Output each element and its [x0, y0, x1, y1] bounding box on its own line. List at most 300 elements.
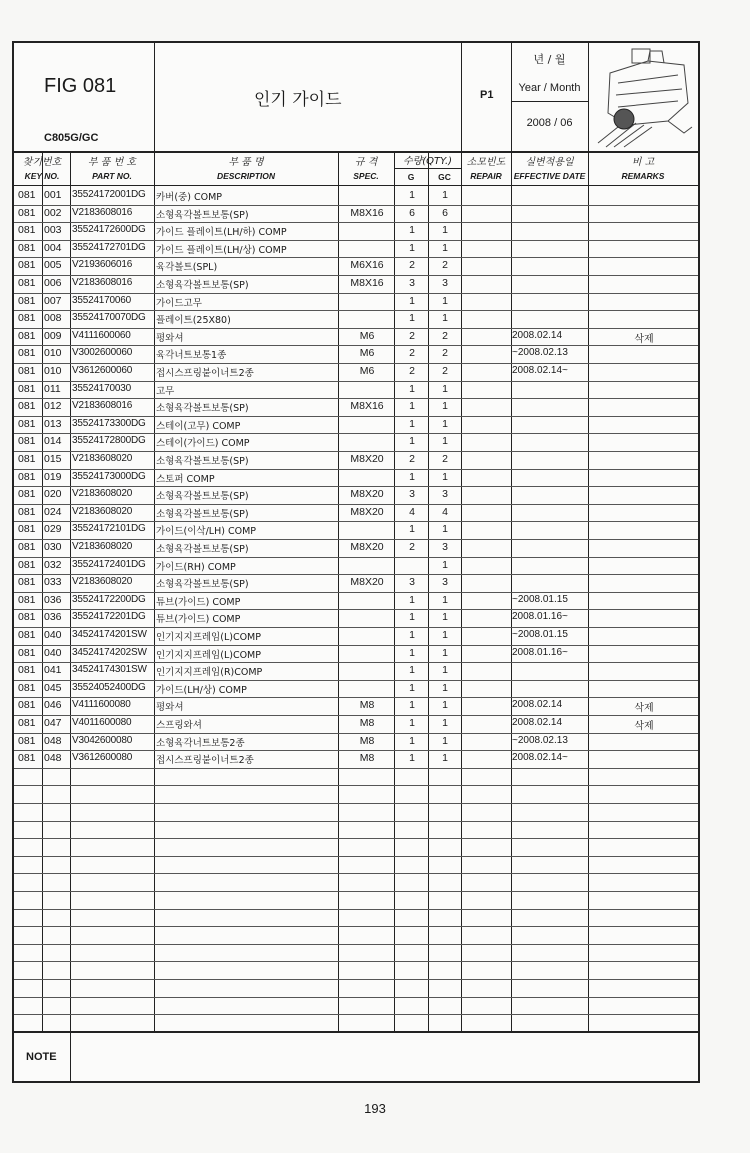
part-number: V3042600080 [72, 734, 133, 746]
effective-date: 2008.02.14~ [512, 752, 568, 764]
qty-gc: 2 [442, 453, 448, 465]
part-number: 35524052400DG [72, 681, 146, 693]
table-row [14, 310, 698, 329]
qty-gc: 2 [442, 347, 448, 360]
key-no-item: 005 [44, 259, 62, 272]
part-description: 인기지지프레임(L)COMP [156, 649, 261, 661]
table-row [14, 222, 698, 241]
key-no-group: 081 [18, 294, 36, 307]
part-description: 튜브(가이드) COMP [156, 614, 241, 626]
effective-date: ~2008.02.13 [512, 734, 568, 746]
parts-table [14, 151, 698, 1031]
combine-harvester-illustration [588, 43, 698, 151]
key-no-group: 081 [18, 646, 36, 659]
part-number: V2183608016 [72, 400, 133, 412]
table-row [14, 785, 698, 804]
qty-gc: 2 [442, 259, 448, 272]
qty-g: 1 [409, 752, 415, 765]
qty-g: 1 [409, 523, 415, 536]
part-number: 35524170070DG [72, 312, 146, 324]
key-no-item: 009 [44, 329, 62, 342]
qty-gc: 1 [442, 734, 448, 747]
key-no-group: 081 [18, 664, 36, 677]
part-description: 가이드(LH/상) COMP [156, 684, 247, 696]
key-no-item: 008 [44, 312, 62, 325]
key-no-item: 030 [44, 541, 62, 553]
key-no-group: 081 [18, 400, 36, 413]
key-no-item: 036 [44, 611, 62, 624]
key-no-item: 032 [44, 558, 62, 571]
part-number: 35524172200DG [72, 593, 146, 605]
remarks-header: 비 고 REMARKS [621, 157, 665, 181]
table-row [14, 821, 698, 840]
part-number: 35524172800DG [72, 435, 146, 447]
spec: M6 [359, 365, 375, 377]
key-no-group: 081 [18, 259, 36, 272]
part-description: 튜브(가이드) COMP [156, 596, 241, 608]
figure-title-block [14, 43, 154, 151]
effective-date: 2008.02.14 [512, 717, 563, 728]
table-row [14, 768, 698, 787]
key-no-item: 010 [44, 347, 62, 360]
spec: M8X20 [350, 453, 384, 465]
key-no-item: 014 [44, 435, 62, 448]
key-no-group: 081 [18, 189, 36, 201]
note-section [14, 1031, 698, 1083]
spec: M8 [359, 699, 375, 712]
effective-date: ~2008.02.13 [512, 347, 568, 359]
qty-gc: 1 [442, 593, 448, 606]
key-no-group: 081 [18, 470, 36, 483]
part-number: V3612600080 [72, 752, 133, 764]
harvester-icon [588, 43, 698, 151]
key-no-group: 081 [18, 435, 36, 448]
part-description: 접시스프링붙이너트2종 [156, 368, 254, 379]
qty-gc: 1 [442, 558, 448, 571]
table-row [14, 521, 698, 540]
effective-date: 2008.01.16~ [512, 646, 568, 658]
part-description: 접시스프링붙이너트2종 [156, 755, 254, 767]
qty-gc: 1 [442, 717, 448, 729]
key-no-group: 081 [18, 752, 36, 765]
qty-g: 1 [409, 629, 415, 641]
qty-gc-header: GC [428, 168, 461, 186]
table-row [14, 979, 698, 998]
table-row [14, 909, 698, 928]
part-description: 스테이(가이드) COMP [156, 438, 250, 450]
effective-date: 2008.02.14 [512, 699, 563, 711]
part-number: V2193606016 [72, 259, 133, 271]
effective-date: ~2008.01.15 [512, 593, 568, 605]
part-number: 35524170060 [72, 294, 131, 306]
key-no-header: 찾기번호 KEY NO. [22, 157, 62, 181]
qty-g: 6 [409, 206, 415, 219]
qty-g: 1 [409, 435, 415, 448]
spec-header: 규 격 SPEC. [353, 157, 379, 181]
key-no-group: 081 [18, 329, 36, 342]
key-no-item: 045 [44, 681, 62, 694]
spec: M8X20 [350, 505, 384, 518]
table-row [14, 592, 698, 611]
qty-gc: 4 [442, 505, 448, 518]
part-number: 35524173300DG [72, 417, 146, 429]
key-no-item: 036 [44, 593, 62, 606]
part-description: 소형육각볼트보통(SP) [156, 209, 249, 221]
qty-header: 수량(QTY.) [402, 156, 453, 167]
part-description: 스토퍼 COMP [156, 473, 215, 485]
key-no-group: 081 [18, 224, 36, 237]
key-no-item: 046 [44, 699, 62, 712]
key-no-item: 015 [44, 453, 62, 465]
table-row [14, 381, 698, 400]
key-no-item: 011 [44, 382, 61, 395]
qty-g: 1 [409, 734, 415, 747]
table-row [14, 293, 698, 312]
part-number: 34524174201SW [72, 629, 147, 640]
table-row [14, 645, 698, 664]
qty-gc: 1 [442, 224, 448, 237]
part-number: V2183608020 [72, 505, 133, 517]
key-no-group: 081 [18, 734, 36, 747]
part-number: 35524170030 [72, 382, 131, 394]
part-number: 34524174301SW [72, 664, 147, 676]
qty-g: 1 [409, 189, 415, 201]
table-row [14, 345, 698, 364]
table-row [14, 997, 698, 1016]
qty-g: 1 [409, 681, 415, 694]
key-no-item: 006 [44, 277, 62, 289]
part-description: 인기지지프레임(R)COMP [156, 667, 263, 679]
qty-g: 1 [409, 224, 415, 237]
qty-g: 1 [409, 470, 415, 483]
qty-gc: 1 [442, 400, 448, 413]
part-number: V2183608020 [72, 541, 133, 552]
qty-g: 1 [409, 312, 415, 325]
qty-gc: 1 [442, 417, 448, 430]
part-description: 고무 [156, 385, 175, 397]
qty-gc: 1 [442, 681, 448, 694]
part-description: 스프링와셔 [156, 720, 202, 731]
key-no-group: 081 [18, 505, 36, 518]
qty-gc: 1 [442, 611, 448, 624]
qty-g: 1 [409, 664, 415, 677]
qty-gc: 3 [442, 541, 448, 553]
part-description: 스테이(고무) COMP [156, 420, 241, 432]
effective-date: ~2008.01.15 [512, 629, 568, 640]
key-no-group: 081 [18, 681, 36, 694]
table-row [14, 733, 698, 752]
key-no-item: 024 [44, 505, 62, 518]
part-description: 소형육각볼트보통(SP) [156, 456, 249, 467]
table-row [14, 328, 698, 347]
spec: M8X20 [350, 576, 384, 589]
table-row [14, 451, 698, 470]
key-no-group: 081 [18, 417, 36, 430]
table-row [14, 750, 698, 769]
part-number: 35524172401DG [72, 558, 146, 570]
qty-gc: 1 [442, 752, 448, 765]
qty-gc: 1 [442, 664, 448, 677]
year-month-value: 2008 / 06 [526, 117, 573, 129]
part-number: V2183608020 [72, 453, 133, 464]
table-row [14, 838, 698, 857]
table-row [14, 1014, 698, 1033]
figure-number: FIG 081 [44, 75, 117, 97]
part-number: V4011600080 [72, 717, 132, 728]
page-label-block [461, 43, 511, 151]
effective-date-header: 실변적용일 EFFECTIVE DATE [513, 157, 586, 181]
key-no-group: 081 [18, 277, 36, 289]
qty-g: 2 [409, 365, 415, 377]
spec: M8X20 [350, 488, 384, 501]
key-no-item: 040 [44, 629, 62, 641]
spec: M8X16 [350, 400, 384, 413]
part-number: 34524174202SW [72, 646, 147, 658]
table-row [14, 680, 698, 699]
qty-g: 2 [409, 259, 415, 272]
table-row [14, 715, 698, 734]
part-number: V4111600080 [72, 699, 131, 711]
part-description: 가이드(이삭/LH) COMP [156, 526, 256, 538]
qty-gc: 1 [442, 470, 448, 483]
qty-g-header: G [394, 168, 428, 186]
part-description: 소형육각너트보통2종 [156, 737, 245, 749]
part-description: 플레이트(25X80) [156, 315, 231, 327]
part-description: 카버(중) COMP [156, 192, 222, 203]
table-row [14, 891, 698, 910]
table-row [14, 961, 698, 980]
key-no-group: 081 [18, 206, 36, 219]
assembly-title: 인기 가이드 [254, 90, 342, 110]
table-row [14, 486, 698, 505]
qty-gc: 1 [442, 241, 448, 254]
qty-gc: 1 [442, 523, 448, 536]
page-number: 193 [364, 1101, 386, 1116]
effective-date: 2008.02.14~ [512, 365, 568, 376]
qty-gc: 1 [442, 699, 448, 712]
key-no-item: 048 [44, 734, 62, 747]
remarks: 삭제 [634, 721, 654, 732]
qty-g: 1 [409, 593, 415, 606]
qty-gc: 1 [442, 312, 448, 325]
table-row [14, 504, 698, 523]
key-no-item: 040 [44, 646, 62, 659]
table-row [14, 856, 698, 875]
qty-gc: 3 [442, 576, 448, 589]
key-no-group: 081 [18, 717, 36, 729]
qty-gc: 2 [442, 329, 448, 342]
remarks: 삭제 [634, 703, 654, 715]
model-code: C805G/GC [44, 132, 99, 144]
table-row [14, 574, 698, 593]
key-no-group: 081 [18, 523, 36, 536]
part-description: 가이드(RH) COMP [156, 561, 236, 573]
part-number: 35524172701DG [72, 241, 146, 253]
description-header: 부 품 명 DESCRIPTION [216, 157, 276, 181]
key-no-group: 081 [18, 365, 36, 377]
qty-g: 3 [409, 576, 415, 589]
key-no-item: 029 [44, 523, 62, 536]
key-no-item: 033 [44, 576, 62, 589]
spec: M6X16 [350, 259, 384, 272]
year-month-en-label: Year / Month [518, 82, 581, 94]
key-no-item: 041 [44, 664, 62, 677]
table-row [14, 697, 698, 716]
qty-g: 1 [409, 294, 415, 307]
table-row [14, 557, 698, 576]
part-number: V2183608016 [72, 277, 133, 288]
part-description: 평와셔 [156, 332, 184, 344]
key-no-item: 004 [44, 241, 62, 254]
spec: M6 [359, 329, 375, 342]
key-no-group: 081 [18, 312, 36, 325]
parts-sheet [12, 41, 700, 1083]
key-no-item: 001 [44, 189, 62, 201]
spec: M8 [359, 717, 375, 729]
year-month-block [511, 43, 588, 151]
table-row [14, 363, 698, 382]
note-label: NOTE [26, 1051, 57, 1063]
key-no-group: 081 [18, 541, 36, 553]
part-number: 35524173000DG [72, 470, 146, 482]
table-row [14, 926, 698, 945]
key-no-item: 048 [44, 752, 62, 765]
part-number: 35524172001DG [72, 189, 146, 200]
year-month-ko-label: 년 / 월 [533, 53, 566, 66]
qty-g: 2 [409, 541, 415, 553]
qty-g: 1 [409, 717, 415, 729]
part-description: 소형육각볼트보통(SP) [156, 491, 249, 503]
part-number: V2183608020 [72, 576, 133, 588]
table-row [14, 469, 698, 488]
key-no-group: 081 [18, 382, 36, 395]
qty-gc: 1 [442, 435, 448, 448]
part-description: 소형육각볼트보통(SP) [156, 579, 249, 591]
table-row [14, 944, 698, 963]
qty-gc: 1 [442, 629, 448, 641]
table-row [14, 873, 698, 892]
qty-gc: 1 [442, 189, 448, 201]
part-description: 가이드 플레이트(LH/하) COMP [156, 227, 287, 239]
qty-g: 3 [409, 488, 415, 501]
qty-g: 1 [409, 611, 415, 624]
key-no-item: 002 [44, 206, 62, 219]
table-row [14, 240, 698, 259]
sheet-header [14, 43, 698, 153]
key-no-item: 003 [44, 224, 62, 237]
key-no-group: 081 [18, 558, 36, 571]
qty-g: 4 [409, 505, 415, 518]
key-no-item: 047 [44, 717, 62, 729]
part-number: V3002600060 [72, 347, 133, 359]
key-no-group: 081 [18, 611, 36, 624]
qty-gc: 2 [442, 365, 448, 377]
qty-g: 1 [409, 646, 415, 659]
qty-g: 2 [409, 329, 415, 342]
spec: M8X16 [350, 206, 384, 219]
part-number: 35524172101DG [72, 523, 146, 535]
repair-header: 소모빈도 REPAIR [466, 157, 506, 181]
qty-g: 1 [409, 382, 415, 395]
part-number: 35524172201DG [72, 611, 146, 623]
part-number: V2183608020 [72, 488, 133, 500]
part-number: 35524172600DG [72, 224, 146, 236]
remarks: 삭제 [634, 333, 654, 345]
key-no-item: 010 [44, 365, 62, 377]
table-header [14, 151, 698, 186]
part-description: 소형육각볼트보통(SP) [156, 508, 249, 520]
qty-g: 1 [409, 417, 415, 430]
effective-date: 2008.02.14 [512, 329, 563, 341]
part-description: 육각너트보통1종 [156, 350, 227, 362]
spec: M6 [359, 347, 375, 360]
key-no-group: 081 [18, 699, 36, 712]
key-no-group: 081 [18, 488, 36, 501]
spec: M8X20 [350, 541, 384, 553]
qty-gc: 6 [442, 206, 448, 219]
key-no-group: 081 [18, 241, 36, 254]
table-row [14, 205, 698, 224]
table-row [14, 275, 698, 294]
qty-g: 2 [409, 347, 415, 360]
assembly-title-block [154, 43, 461, 151]
qty-g: 2 [409, 453, 415, 465]
part-number: V2183608016 [72, 206, 133, 218]
table-row [14, 187, 698, 206]
spec: M8 [359, 752, 375, 765]
qty-gc: 1 [442, 382, 448, 395]
part-number: V4111600060 [72, 329, 131, 341]
key-no-item: 007 [44, 294, 62, 307]
spec: M8X16 [350, 277, 384, 289]
key-no-group: 081 [18, 347, 36, 360]
part-number: V3612600060 [72, 365, 133, 376]
part-description: 인기지지프레임(L)COMP [156, 632, 261, 643]
qty-gc: 3 [442, 277, 448, 289]
table-row [14, 662, 698, 681]
qty-gc: 1 [442, 294, 448, 307]
key-no-item: 019 [44, 470, 62, 483]
part-description: 소형육각볼트보통(SP) [156, 403, 249, 415]
key-no-group: 081 [18, 453, 36, 465]
key-no-group: 081 [18, 629, 36, 641]
part-description: 가이드고무 [156, 297, 202, 309]
effective-date: 2008.01.16~ [512, 611, 568, 623]
qty-gc: 3 [442, 488, 448, 501]
table-row [14, 609, 698, 628]
key-no-item: 013 [44, 417, 62, 430]
key-no-group: 081 [18, 593, 36, 606]
qty-g: 1 [409, 699, 415, 712]
qty-g: 1 [409, 241, 415, 254]
key-no-item: 012 [44, 400, 62, 413]
part-no-header: 부 품 번 호 PART NO. [87, 157, 137, 181]
table-row [14, 803, 698, 822]
part-description: 육각볼트(SPL) [156, 262, 218, 274]
key-no-group: 081 [18, 576, 36, 589]
part-description: 평와셔 [156, 702, 184, 714]
table-row [14, 257, 698, 276]
table-row [14, 627, 698, 646]
qty-g: 3 [409, 277, 415, 289]
qty-gc: 1 [442, 646, 448, 659]
key-no-item: 020 [44, 488, 62, 501]
table-row [14, 398, 698, 417]
part-description: 가이드 플레이트(LH/상) COMP [156, 244, 287, 256]
table-row [14, 433, 698, 452]
part-description: 소형육각볼트보통(SP) [156, 280, 249, 291]
page-label: P1 [480, 89, 494, 101]
